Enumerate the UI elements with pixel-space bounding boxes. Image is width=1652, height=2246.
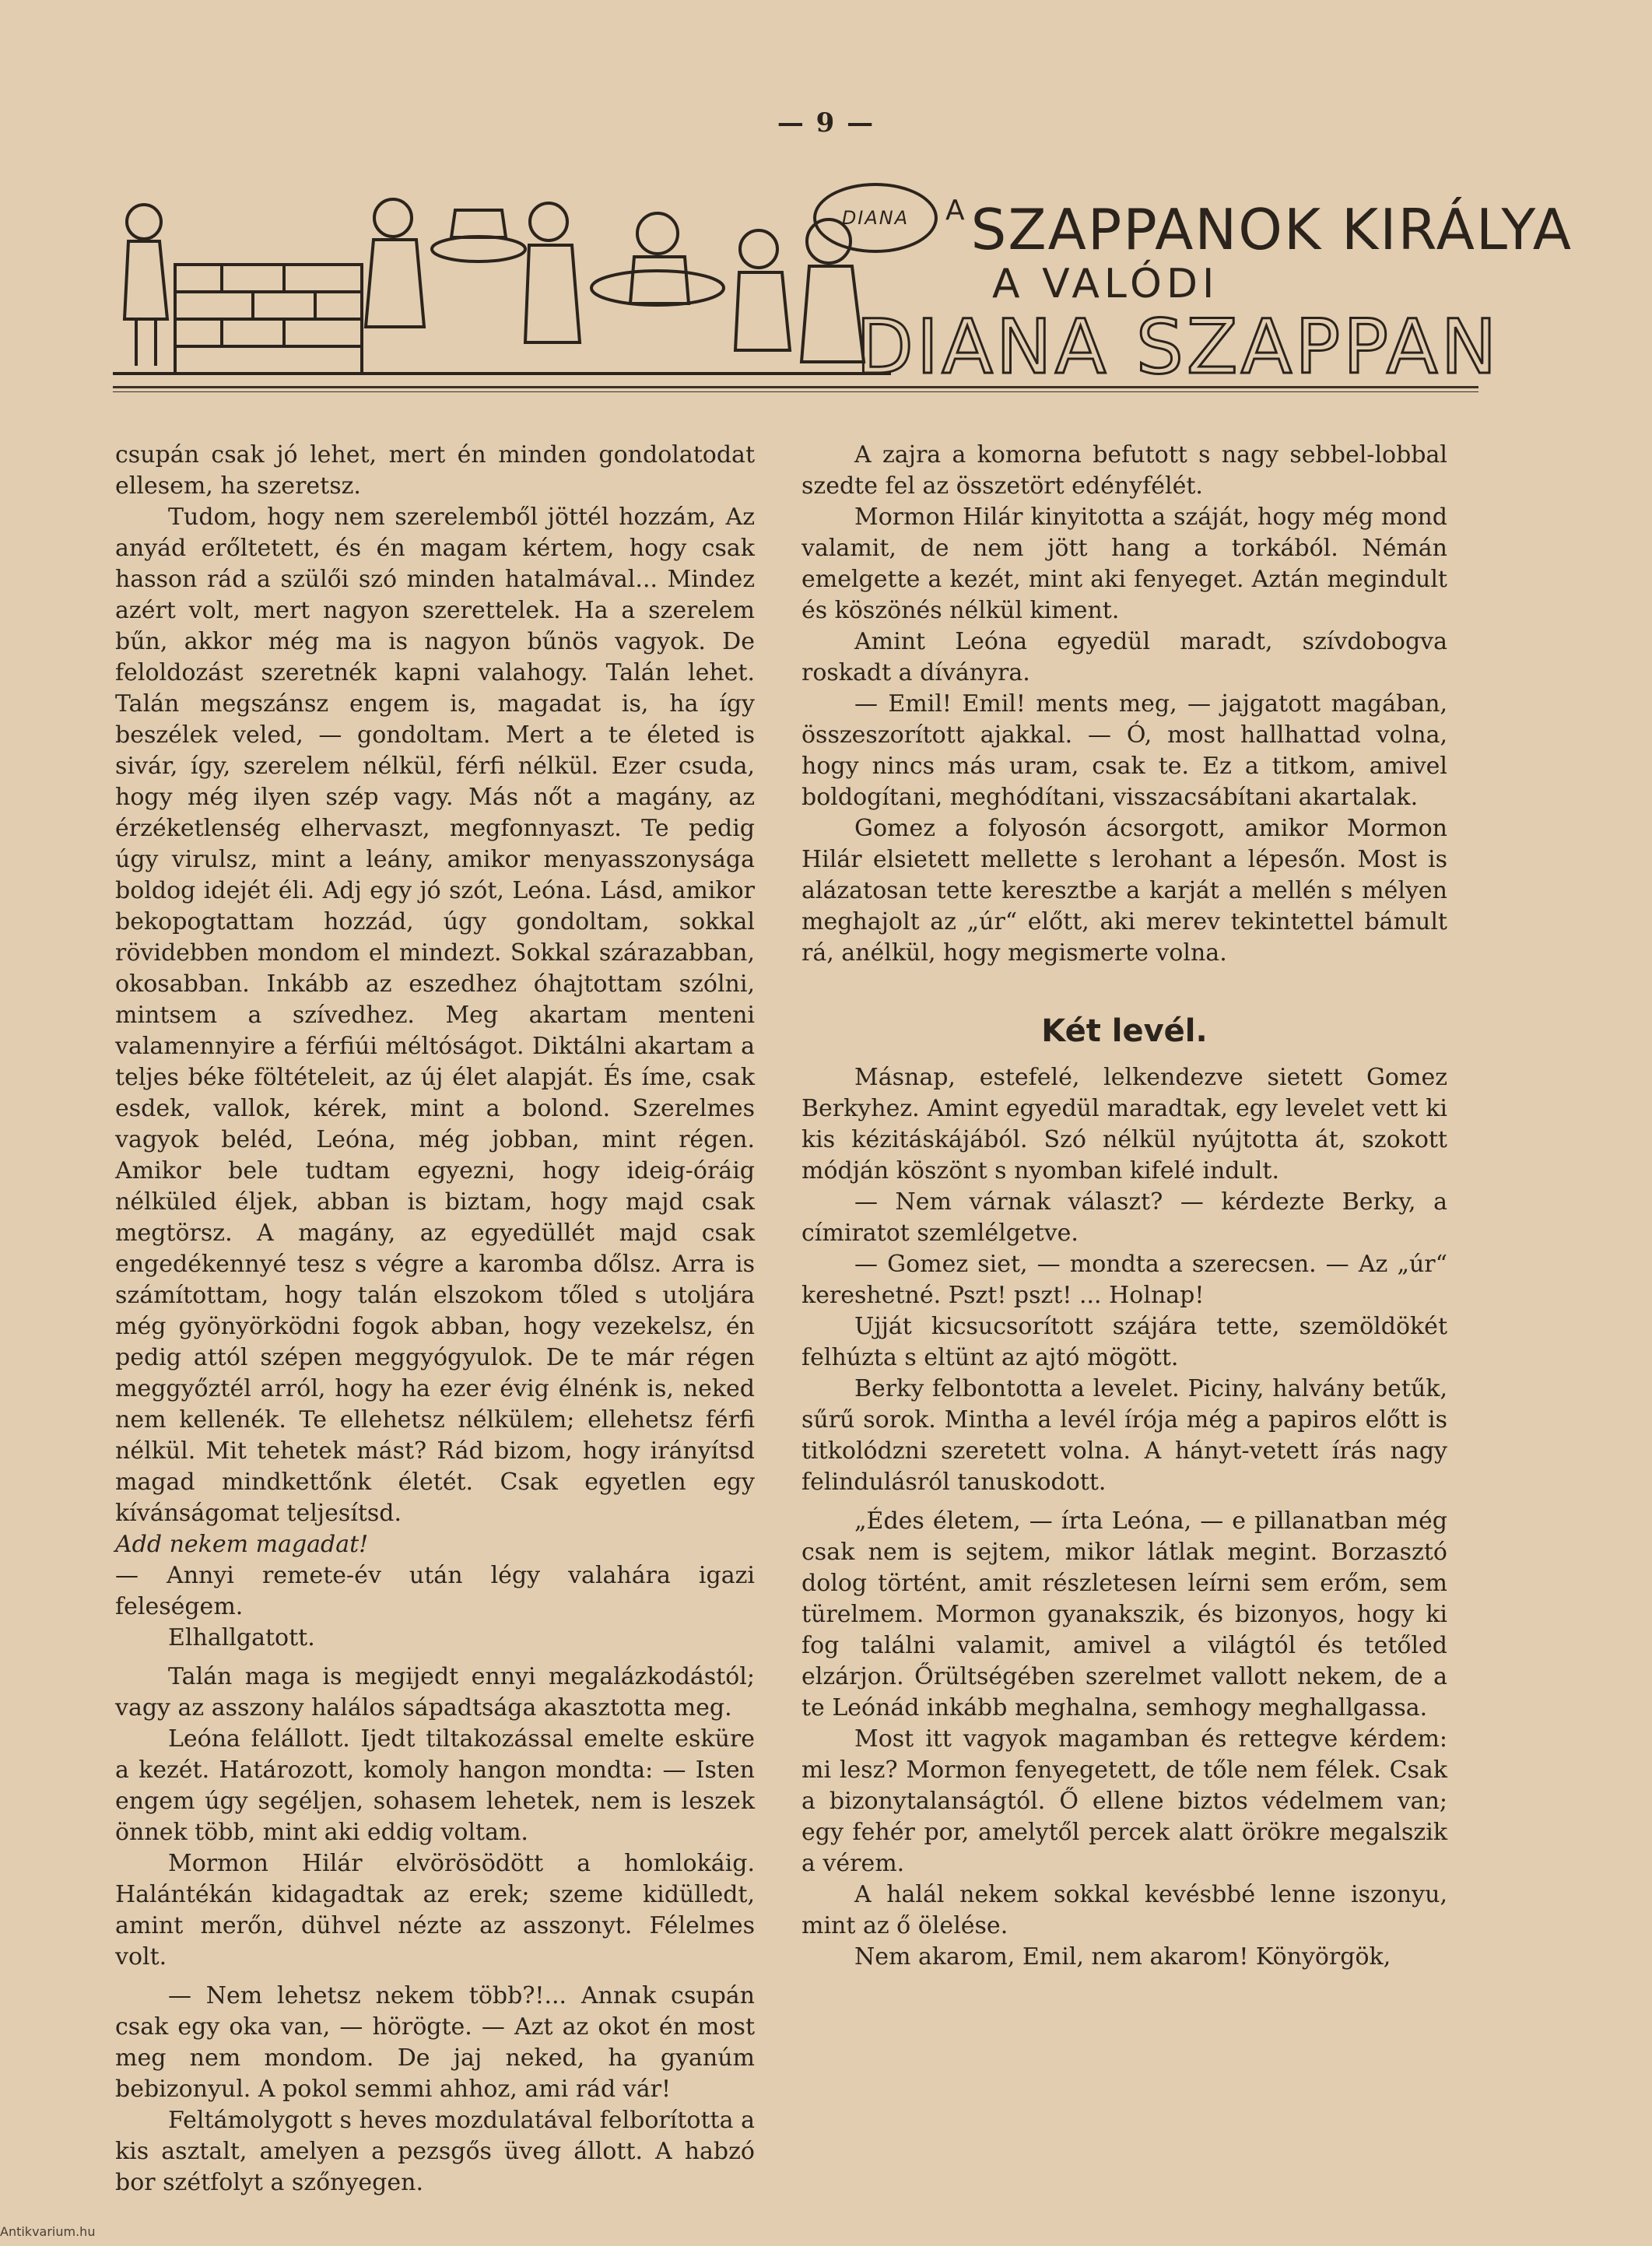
ad-headline-article: A xyxy=(945,195,966,226)
paragraph: csupán csak jó lehet, mert én minden gondolatodat ellesem, ha szeretsz. xyxy=(115,441,755,500)
paragraph: Mormon Hilár elvörösödött a homlokáig. Halántékán kidagadtak az erek; szeme kidülledt, amint merőn, dühvel nézte az asszonyt. Félelmes volt. xyxy=(115,1850,755,1971)
page-number: — 9 — xyxy=(777,107,875,139)
paragraph: Ujját kicsucsorított szájára tette, szemöldökét felhúzta s eltünt az ajtó mögött. xyxy=(801,1313,1447,1371)
paragraph: Tudom, hogy nem szerelemből jöttél hozzám, Az anyád erőltetett, és én magam kértem, hogy csak hasson rád a szülői szó minden hatalmával... Mindez azért volt, mert nagyon szerettelek. Ha a szerelem bűn, akkor még ma is nagyon bűnös vagyok. De feloldozást szeretnék kapni valahogy. Talán lehet. Talán megszánsz engem is, magadat is, ha így beszélek veled, — gondoltam. Mert a te életed is sivár, így, szerelem nélkül, férfi nélkül. Ezer csuda, hogy még ilyen szép vagy. Más nőt a magány, az érzéketlenség elhervaszt, megfonnyaszt. Te pedig úgy virulsz, mint a leány, amikor menyasszonysága boldog idejét éli. Adj egy jó szót, Leóna. Lásd, amikor bekopogtattam hozzád, úgy gondoltam, sokkal rövidebben mondom el mindezt. Sokkal szárazabban, okosabban. Inkább az eszedhez óhajtottam szólni, mintsem a szívedhez. Meg akartam menteni valamennyire a férfiúi méltóságot. Diktálni akartam a teljes béke föltételeit, az új élet alapját. És íme, csak esdek, vallok, kérek, mint a bolond. Szerelmes vagyok beléd, Leóna, még jobban, mint régen. Amikor bele tudtam egyezni, hogy ideig-óráig nélküled éljek, abban is biztam, hogy majd csak megtörsz. A magány, az egyedüllét majd csak engedékennyé tesz s végre a karomba dőlsz. Arra is számítottam, hogy talán elszokom tőled s utoljára még gyönyörködni fogok abban, hogy vezekelsz, én pedig attól szépen meggyógyulok. De te már régen meggyőztél arról, hogy ha ezer évig élnénk is, neked nem kellenék. Te ellehetsz nélkülem; ellehetsz férfi nélkül. Mit tehetek mást? Rád bizom, hogy irányítsd magad mindkettőnk életét. Csak egyetlen egy kívánságomat teljesítsd. xyxy=(115,504,755,1527)
paragraph: Mormon Hilár kinyitotta a száját, hogy még mond valamit, de nem jött hang a torkából. Némán emelgette a kezét, mint aki fenyeget. Aztán megindult és köszönés nélkül kiment. xyxy=(801,504,1447,624)
paragraph: „Édes életem, — írta Leóna, — e pillanatban még csak nem is sejtem, mikor látlak megint. Borzasztó dolog történt, amit részletesen leírni sem erőm, sem türelmem. Mormon gyanakszik, és bizonyos, hogy ki fog találni valamit, amivel a világtól és tetőled elzárjon. Őrültségében szerelmet vallott nekem, de a te Leónád inkább meghalna, semhogy meghallgassa. xyxy=(801,1507,1447,1721)
ad-headline-text: SZAPPANOK KIRÁLYA xyxy=(970,197,1573,262)
header-rule-thin xyxy=(113,391,1478,392)
footer-watermark: Antikvarium.hu xyxy=(0,2224,96,2239)
paragraph: A zajra a komorna befutott s nagy sebbel-lobbal szedte fel az összetört edényfélét. xyxy=(801,441,1447,500)
paragraph: — Nem lehetsz nekem több?!... Annak csupán csak egy oka van, — hörögte. — Azt az okot én most meg nem mondom. De jaj neked, ha gyanúm bebizonyul. A pokol semmi ahhoz, ami rád vár! xyxy=(115,1982,755,2103)
paragraph: A halál nekem sokkal kevésbbé lenne iszonyu, mint az ő ölelése. xyxy=(801,1881,1447,1939)
figure-left-illustration xyxy=(125,205,167,366)
ad-brand-name: DIANA SZAPPAN xyxy=(856,304,1500,391)
paragraph: Leóna felállott. Ijedt tiltakozással emelte esküre a kezét. Határozott, komoly hangon mondta: — Isten engem úgy segéljen, sohasem lehetek, nem is leszek önnek több, mint aki eddig voltam. xyxy=(115,1725,755,1846)
paragraph: Talán maga is megijedt ennyi megalázkodástól; vagy az asszony halálos sápadtsága akasztotta meg. xyxy=(115,1663,755,1721)
paragraph: Most itt vagyok magamban és rettegve kérdem: mi lesz? Mormon fenyegetett, de tőle nem félek. Csak a bizonytalanságtól. Ő ellene biztos védelmem van; egy fehér por, amelytől percek alatt örökre megalszik a vérem. xyxy=(801,1725,1447,1877)
paragraph: — Gomez siet, — mondta a szerecsen. — Az „úr“ kereshetné. Pszt! pszt! ... Holnap! xyxy=(801,1251,1447,1309)
ad-subheadline: A VALÓDI xyxy=(992,261,1219,307)
paragraph: Elhallgatott. xyxy=(168,1624,315,1651)
ad-headline xyxy=(945,195,1573,262)
paragraph: Nem akarom, Emil, nem akarom! Könyörgök, xyxy=(854,1943,1391,1971)
paragraph: Feltámolygott s heves mozdulatával felborította a kis asztalt, amelyen a pezsgős üveg állott. A habzó bor szétfolyt a szőnyegen. xyxy=(115,2107,755,2196)
paragraph: Gomez a folyosón ácsorgott, amikor Mormon Hilár elsietett mellette s lerohant a lépesőn. Most is alázatosan tette keresztbe a karját a mellén s mélyen meghajolt az „úr“ előtt, aki merev tekintettel bámult rá, anélkül, hogy megismerte volna. xyxy=(801,815,1447,967)
section-title: Két levél. xyxy=(1041,1013,1208,1049)
header-rule xyxy=(113,386,1478,388)
paragraph: Amint Leóna egyedül maradt, szívdobogva roskadt a díványra. xyxy=(801,628,1447,686)
paragraph: Berky felbontotta a levelet. Piciny, halvány betűk, sűrű sorok. Mintha a levél írója még a papiros előtt is titkolódzni szeretett volna. A hányt-vetett írás nagy felindulásról tanuskodott. xyxy=(801,1375,1447,1496)
paragraph: — Emil! Emil! ments meg, — jajgatott magában, összeszorított ajakkal. — Ó, most hallhattad volna, hogy nincs más uram, csak te. Ez a titkom, amivel boldogítani, meghódítani, visszacsábítani akartalak. xyxy=(801,690,1447,811)
diana-soap-advertisement xyxy=(813,160,1573,391)
paragraph: Másnap, estefelé, lelkendezve sietett Gomez Berkyhez. Amint egyedül maradtak, egy levelet vett ki kis kézitáskájából. Szó nélkül nyújtotta át, szokott módján köszönt s nyomban kifelé indult. xyxy=(801,1064,1447,1184)
left-column xyxy=(115,440,755,2199)
paragraph: — Annyi remete-év után légy valahára igazi feleségem. xyxy=(115,1562,755,1620)
right-column xyxy=(801,440,1447,1973)
diana-soap-bar-logo: DIANA xyxy=(813,183,938,253)
paragraph: — Nem várnak választ? — kérdezte Berky, a címiratot szemlélgetve. xyxy=(801,1188,1447,1247)
figures-center-illustration xyxy=(366,199,864,362)
paragraph-emphasis: Add nekem magadat! xyxy=(115,1531,369,1558)
brick-wall-illustration xyxy=(175,265,362,374)
